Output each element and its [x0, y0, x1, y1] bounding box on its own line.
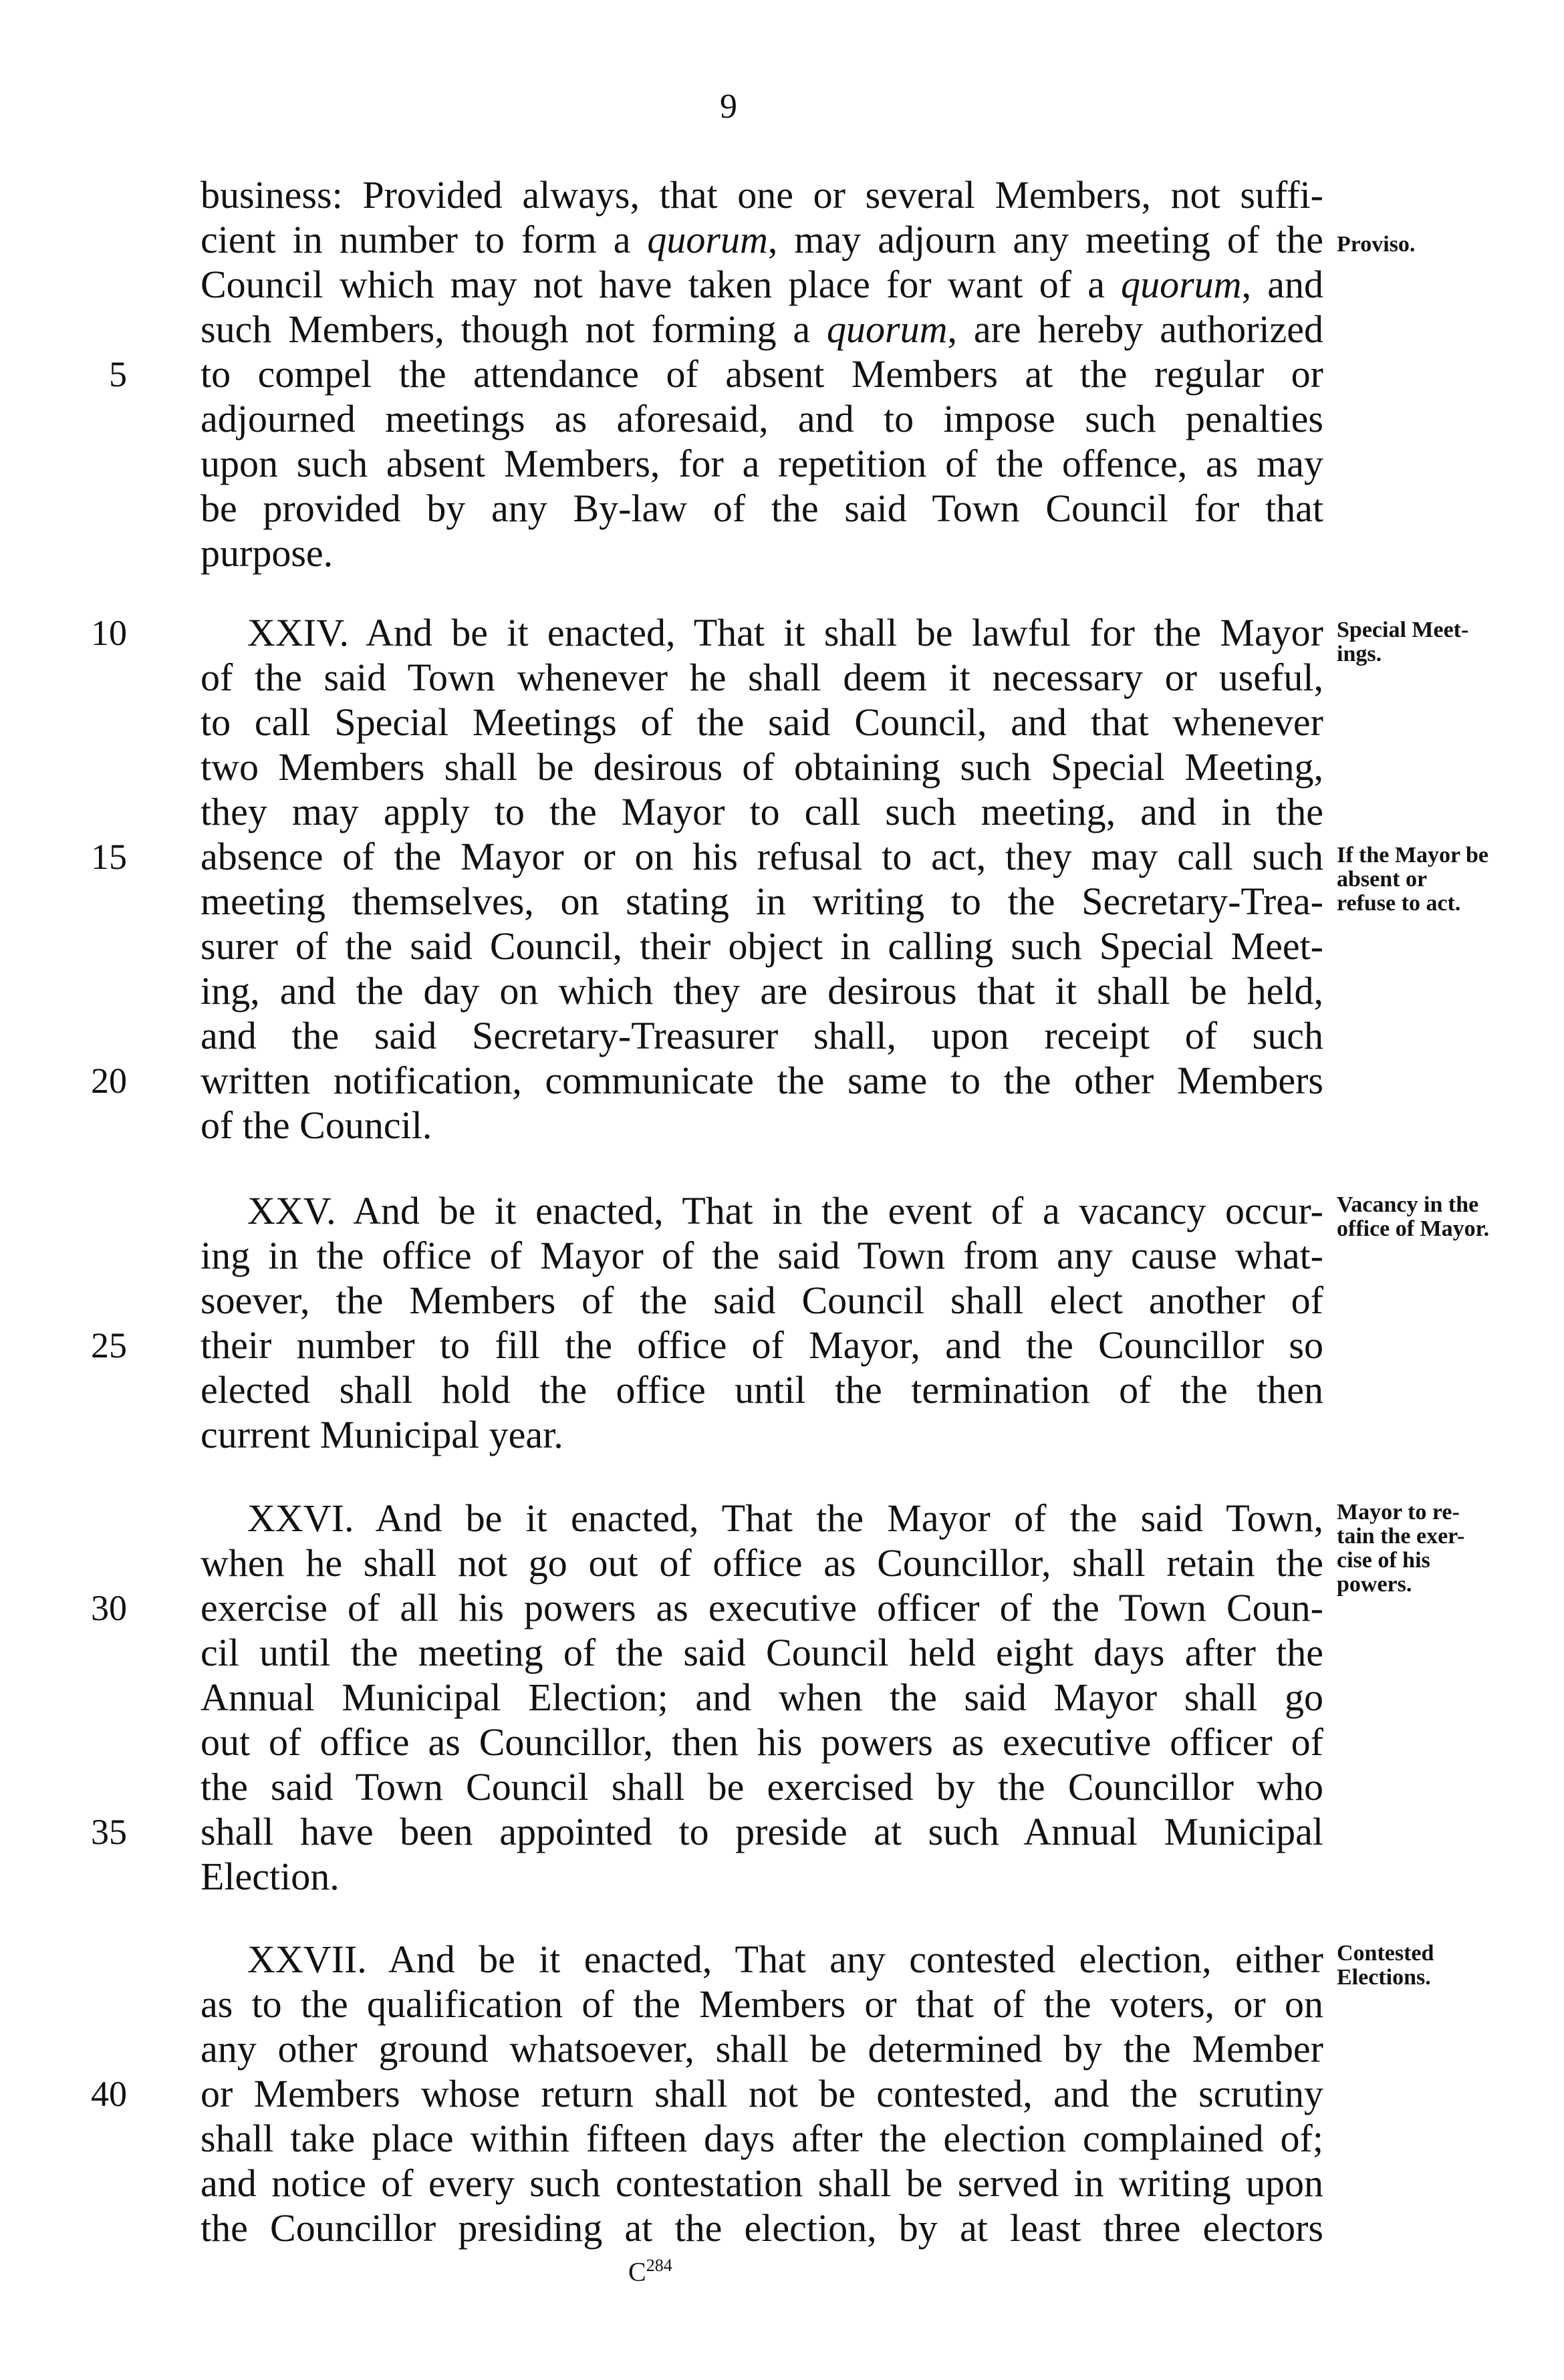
line-number: 25 — [91, 1325, 127, 1365]
page-number: 9 — [720, 88, 737, 126]
text-line: absence of the Mayor or on his refusal to act, they may call such — [201, 835, 1323, 878]
margin-note-proviso: Proviso. — [1337, 232, 1416, 257]
text-line: Council which may not have taken place for want of a quorum, and — [201, 263, 1323, 306]
line-number: 5 — [109, 354, 127, 394]
text-line: to call Special Meetings of the said Council, and that whenever — [201, 700, 1323, 744]
section-xxvi-line: XXVI. And be it enacted, That the Mayor of the said Town, — [247, 1496, 1323, 1540]
section-xxv-line: XXV. And be it enacted, That in the event of a vacancy occur- — [247, 1189, 1323, 1232]
line-number: 15 — [91, 837, 127, 877]
text-line: Election. — [201, 1855, 340, 1898]
text-line: two Members shall be desirous of obtaining such Special Meeting, — [201, 745, 1323, 789]
text-line: exercise of all his powers as executive officer of the Town Coun- — [201, 1586, 1323, 1629]
margin-note-mayor-absent: If the Mayor be absent or refuse to act. — [1337, 843, 1488, 916]
text-line: surer of the said Council, their object in calling such Special Meet- — [201, 924, 1323, 968]
signature-mark — [628, 2256, 672, 2287]
line-number: 10 — [91, 613, 127, 653]
text-line: out of office as Councillor, then his powers as executive officer of — [201, 1720, 1323, 1764]
section-xxiv-line: XXIV. And be it enacted, That it shall be lawful for the Mayor — [247, 611, 1323, 654]
text-line: and notice of every such contestation shall be served in writing upon — [201, 2161, 1323, 2205]
signature-number: 284 — [646, 2256, 672, 2275]
text-line: or Members whose return shall not be contested, and the scrutiny — [201, 2072, 1323, 2115]
text-line: ing, and the day on which they are desirous that it shall be held, — [201, 969, 1323, 1013]
text-line: cient in number to form a quorum, may adjourn any meeting of the — [201, 218, 1323, 261]
text-line: cil until the meeting of the said Council held eight days after the — [201, 1631, 1323, 1674]
text-line: meeting themselves, on stating in writing to the Secretary-Trea- — [201, 880, 1323, 923]
text-line: any other ground whatsoever, shall be determined by the Member — [201, 2027, 1323, 2071]
signature-letter: C — [628, 2256, 646, 2287]
text-line: upon such absent Members, for a repetition of the offence, as may — [201, 442, 1323, 485]
margin-note-vacancy: Vacancy in the office of Mayor. — [1337, 1192, 1490, 1241]
text-line: they may apply to the Mayor to call such meeting, and in the — [201, 790, 1323, 833]
text-line: ing in the office of Mayor of the said Town from any cause what- — [201, 1234, 1323, 1277]
line-number: 30 — [91, 1588, 127, 1628]
text-line: such Members, though not forming a quorum, are hereby authorized — [201, 307, 1324, 351]
text-line: adjourned meetings as aforesaid, and to impose such penalties — [201, 397, 1323, 440]
text-line: to compel the attendance of absent Members at the regular or — [201, 352, 1323, 396]
section-xxvii-line: XXVII. And be it enacted, That any contested election, either — [247, 1938, 1323, 1981]
text-line: of the said Town whenever he shall deem it necessary or useful, — [201, 656, 1323, 699]
text-line: written notification, communicate the same to the other Members — [201, 1059, 1323, 1102]
text-line: current Municipal year. — [201, 1413, 563, 1456]
margin-note-contested: Contested Elections. — [1337, 1941, 1434, 1990]
margin-note-mayor-retain: Mayor to re-tain the exer-cise of his powers. — [1337, 1500, 1465, 1597]
text-line: of the Council. — [201, 1103, 432, 1147]
text-line: business: Provided always, that one or several Members, not suffi- — [201, 173, 1323, 217]
line-number: 40 — [91, 2074, 127, 2114]
line-number: 35 — [91, 1812, 127, 1852]
text-line: shall have been appointed to preside at such Annual Municipal — [201, 1810, 1323, 1853]
text-line: their number to fill the office of Mayor, and the Councillor so — [201, 1323, 1323, 1367]
text-line: purpose. — [201, 531, 334, 575]
text-line: soever, the Members of the said Council shall elect another of — [201, 1279, 1323, 1322]
text-line: elected shall hold the office until the termination of the then — [201, 1368, 1323, 1412]
text-line: as to the qualification of the Members or that of the voters, or on — [201, 1982, 1323, 2026]
margin-note-special-meetings: Special Meet-ings. — [1337, 618, 1469, 666]
text-line: the said Town Council shall be exercised by the Councillor who — [201, 1765, 1323, 1809]
text-line: and the said Secretary-Treasurer shall, upon receipt of such — [201, 1014, 1323, 1057]
text-line: shall take place within fifteen days after the election complained of; — [201, 2117, 1323, 2160]
text-line: when he shall not go out of office as Councillor, shall retain the — [201, 1541, 1323, 1585]
line-number: 20 — [91, 1061, 127, 1101]
text-line: Annual Municipal Election; and when the said Mayor shall go — [201, 1676, 1323, 1719]
text-line: be provided by any By-law of the said Town Council for that — [201, 487, 1323, 530]
text-line: the Councillor presiding at the election, by at least three electors — [201, 2206, 1323, 2250]
